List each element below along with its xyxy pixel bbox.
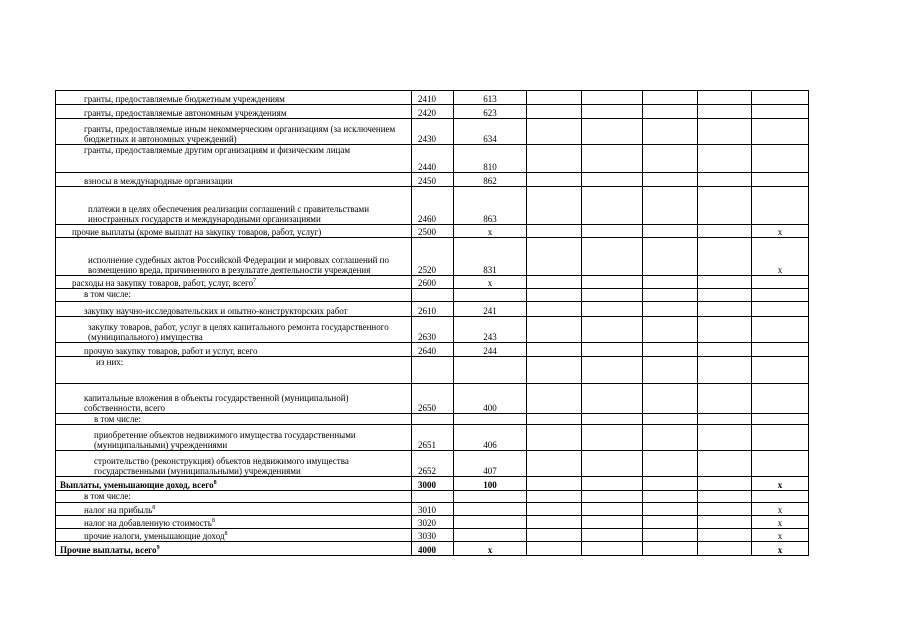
row-name xyxy=(58,322,409,342)
row-code-cell: 3020 xyxy=(412,516,454,529)
value-cell xyxy=(582,119,643,145)
value-cell xyxy=(582,491,643,503)
table-row xyxy=(56,225,809,238)
table-row xyxy=(56,477,809,491)
last-value-cell xyxy=(752,302,809,317)
last-value-cell xyxy=(752,317,809,343)
value-cell xyxy=(643,516,698,529)
value-cell xyxy=(582,145,643,173)
table-row xyxy=(56,529,809,542)
value-cell xyxy=(698,384,752,414)
row-name-text: расходы на закупку товаров, работ, услуг, всего xyxy=(72,278,254,288)
row-name-text: прочие выплаты (кроме выплат на закупку товаров, работ, услуг) xyxy=(72,227,322,237)
table-row xyxy=(56,414,809,425)
row-name-cell xyxy=(56,451,412,477)
row-kbk-cell: 863 xyxy=(454,187,527,225)
row-name-cell xyxy=(56,317,412,343)
value-cell xyxy=(643,477,698,491)
value-cell xyxy=(643,289,698,302)
row-name-text: приобретение объектов недвижимого имущества государственными (муниципальными) учреждениями xyxy=(94,430,356,450)
value-cell xyxy=(582,317,643,343)
value-cell xyxy=(582,542,643,556)
row-name xyxy=(58,306,409,316)
value-cell xyxy=(582,414,643,425)
table-row xyxy=(56,187,809,225)
last-value-cell xyxy=(752,343,809,357)
row-name xyxy=(58,456,409,476)
budget-expenditure-table xyxy=(55,90,809,556)
row-name xyxy=(58,227,409,237)
value-cell xyxy=(643,276,698,289)
row-name-cell xyxy=(56,289,412,302)
row-code-cell: 2460 xyxy=(412,187,454,225)
row-name-text: гранты, предоставляемые бюджетным учреждениям xyxy=(84,94,285,104)
value-cell xyxy=(698,276,752,289)
footnote-mark: 8 xyxy=(213,480,217,486)
row-kbk-cell xyxy=(454,289,527,302)
row-name xyxy=(58,414,409,424)
value-cell xyxy=(643,119,698,145)
row-name xyxy=(58,491,409,501)
last-value-cell xyxy=(752,187,809,225)
value-cell xyxy=(698,343,752,357)
value-cell xyxy=(643,414,698,425)
last-value-cell: x xyxy=(752,477,809,491)
value-cell xyxy=(582,384,643,414)
value-cell xyxy=(643,384,698,414)
value-cell xyxy=(698,451,752,477)
row-name-text: в том числе: xyxy=(84,491,131,501)
row-name-text: прочие налоги, уменьшающие доход xyxy=(84,531,225,541)
row-code-cell xyxy=(412,491,454,503)
last-value-cell: x xyxy=(752,529,809,542)
value-cell xyxy=(582,529,643,542)
value-cell xyxy=(527,289,582,302)
table-row xyxy=(56,173,809,187)
row-code-cell xyxy=(412,289,454,302)
value-cell xyxy=(582,302,643,317)
row-name-text: Выплаты, уменьшающие доход, всего xyxy=(60,480,214,490)
last-value-cell xyxy=(752,384,809,414)
value-cell xyxy=(698,302,752,317)
row-code-cell: 2640 xyxy=(412,343,454,357)
row-name-text: платежи в целях обеспечения реализации соглашений с правительствами иностранных государств и международными организациями xyxy=(88,204,370,224)
row-kbk-cell xyxy=(454,516,527,529)
row-name-cell xyxy=(56,225,412,238)
value-cell xyxy=(698,516,752,529)
value-cell xyxy=(643,357,698,384)
row-name xyxy=(58,176,409,186)
last-value-cell xyxy=(752,357,809,384)
value-cell xyxy=(698,357,752,384)
value-cell xyxy=(527,529,582,542)
value-cell xyxy=(698,187,752,225)
value-cell xyxy=(527,451,582,477)
table-row xyxy=(56,343,809,357)
row-name-text: в том числе: xyxy=(84,289,131,299)
value-cell xyxy=(643,302,698,317)
row-kbk-cell: 406 xyxy=(454,425,527,451)
value-cell xyxy=(698,542,752,556)
value-cell xyxy=(527,302,582,317)
value-cell xyxy=(643,187,698,225)
row-name-text: закупку научно-исследовательских и опытно-конструкторских работ xyxy=(84,306,348,316)
row-name xyxy=(58,480,409,490)
row-kbk-cell: x xyxy=(454,225,527,238)
value-cell xyxy=(527,238,582,276)
row-name xyxy=(58,518,409,528)
value-cell xyxy=(643,105,698,119)
value-cell xyxy=(698,225,752,238)
value-cell xyxy=(643,542,698,556)
value-cell xyxy=(643,238,698,276)
row-name-cell xyxy=(56,91,412,105)
row-name-cell xyxy=(56,145,412,173)
value-cell xyxy=(527,105,582,119)
footnote-mark: 7 xyxy=(253,278,257,284)
value-cell xyxy=(527,276,582,289)
row-code-cell: 2420 xyxy=(412,105,454,119)
value-cell xyxy=(582,477,643,491)
row-name-text: закупку товаров, работ, услуг в целях капитального ремонта государственного (муниципального) имущества xyxy=(88,322,389,342)
last-value-cell xyxy=(752,276,809,289)
value-cell xyxy=(527,516,582,529)
value-cell xyxy=(527,357,582,384)
row-kbk-cell: 831 xyxy=(454,238,527,276)
value-cell xyxy=(527,425,582,451)
row-code-cell xyxy=(412,357,454,384)
last-value-cell xyxy=(752,425,809,451)
value-cell xyxy=(582,503,643,516)
table-body xyxy=(56,91,809,556)
row-name-text: исполнение судебных актов Российской Федерации и мировых соглашений по возмещению вреда, причиненного в результате деятельности учреждения xyxy=(88,255,389,275)
value-cell xyxy=(582,238,643,276)
value-cell xyxy=(582,91,643,105)
row-name-cell xyxy=(56,357,412,384)
row-name xyxy=(58,430,409,450)
row-name-cell xyxy=(56,173,412,187)
row-name xyxy=(58,204,409,224)
row-name-cell xyxy=(56,503,412,516)
row-kbk-cell: 100 xyxy=(454,477,527,491)
row-code-cell: 3000 xyxy=(412,477,454,491)
row-kbk-cell: 613 xyxy=(454,91,527,105)
row-kbk-cell: 243 xyxy=(454,317,527,343)
value-cell xyxy=(582,516,643,529)
value-cell xyxy=(527,187,582,225)
row-kbk-cell: x xyxy=(454,276,527,289)
row-name-cell xyxy=(56,491,412,503)
value-cell xyxy=(582,425,643,451)
value-cell xyxy=(643,317,698,343)
value-cell xyxy=(698,529,752,542)
table-row xyxy=(56,451,809,477)
value-cell xyxy=(527,384,582,414)
value-cell xyxy=(643,425,698,451)
value-cell xyxy=(643,503,698,516)
table-row xyxy=(56,384,809,414)
last-value-cell xyxy=(752,289,809,302)
row-name-cell xyxy=(56,414,412,425)
value-cell xyxy=(643,529,698,542)
value-cell xyxy=(698,477,752,491)
value-cell xyxy=(527,414,582,425)
row-code-cell: 2650 xyxy=(412,384,454,414)
table-row xyxy=(56,276,809,289)
last-value-cell: x xyxy=(752,225,809,238)
row-name-text: гранты, предоставляемые другим организациям и физическим лицам xyxy=(84,145,351,155)
value-cell xyxy=(698,173,752,187)
row-name-cell xyxy=(56,105,412,119)
value-cell xyxy=(527,317,582,343)
row-name-text: Прочие выплаты, всего xyxy=(60,545,157,555)
value-cell xyxy=(698,238,752,276)
row-kbk-cell: 400 xyxy=(454,384,527,414)
value-cell xyxy=(582,451,643,477)
row-name xyxy=(58,545,409,555)
row-code-cell: 4000 xyxy=(412,542,454,556)
value-cell xyxy=(643,173,698,187)
row-name-cell xyxy=(56,119,412,145)
value-cell xyxy=(698,105,752,119)
row-code-cell: 2430 xyxy=(412,119,454,145)
last-value-cell xyxy=(752,491,809,503)
row-name xyxy=(58,505,409,515)
row-kbk-cell: 241 xyxy=(454,302,527,317)
last-value-cell xyxy=(752,105,809,119)
row-code-cell: 2440 xyxy=(412,145,454,173)
row-kbk-cell xyxy=(454,529,527,542)
last-value-cell xyxy=(752,119,809,145)
row-code-cell: 2651 xyxy=(412,425,454,451)
row-kbk-cell xyxy=(454,357,527,384)
row-name xyxy=(58,108,409,118)
row-name-cell xyxy=(56,384,412,414)
row-name-cell xyxy=(56,276,412,289)
row-name-text: гранты, предоставляемые автономным учреждениям xyxy=(84,108,287,118)
value-cell xyxy=(643,225,698,238)
row-kbk-cell xyxy=(454,503,527,516)
table-row xyxy=(56,105,809,119)
value-cell xyxy=(643,451,698,477)
row-kbk-cell: x xyxy=(454,542,527,556)
value-cell xyxy=(698,425,752,451)
value-cell xyxy=(698,289,752,302)
table-row xyxy=(56,357,809,384)
last-value-cell xyxy=(752,91,809,105)
last-value-cell xyxy=(752,173,809,187)
value-cell xyxy=(527,225,582,238)
last-value-cell: x xyxy=(752,542,809,556)
value-cell xyxy=(527,173,582,187)
row-code-cell: 2520 xyxy=(412,238,454,276)
value-cell xyxy=(527,542,582,556)
value-cell xyxy=(527,91,582,105)
table-row xyxy=(56,145,809,173)
value-cell xyxy=(643,343,698,357)
value-cell xyxy=(643,145,698,173)
row-kbk-cell: 634 xyxy=(454,119,527,145)
row-name xyxy=(58,357,409,367)
table-row xyxy=(56,425,809,451)
row-name-text: в том числе: xyxy=(94,414,141,424)
value-cell xyxy=(643,491,698,503)
row-name xyxy=(58,145,409,155)
value-cell xyxy=(698,503,752,516)
row-code-cell: 2500 xyxy=(412,225,454,238)
value-cell xyxy=(582,173,643,187)
last-value-cell xyxy=(752,145,809,173)
table-row xyxy=(56,289,809,302)
footnote-mark: 9 xyxy=(156,545,160,551)
row-name-cell xyxy=(56,529,412,542)
row-kbk-cell: 810 xyxy=(454,145,527,173)
value-cell xyxy=(527,343,582,357)
row-name-text: строительство (реконструкция) объектов недвижимого имущества государственными (муниципальными) учреждениями xyxy=(94,456,349,476)
row-name xyxy=(58,289,409,299)
value-cell xyxy=(698,91,752,105)
last-value-cell: x xyxy=(752,516,809,529)
table-row xyxy=(56,238,809,276)
row-code-cell xyxy=(412,414,454,425)
footnote-mark: 8 xyxy=(211,518,215,524)
row-name-cell xyxy=(56,238,412,276)
row-code-cell: 2410 xyxy=(412,91,454,105)
value-cell xyxy=(698,317,752,343)
value-cell xyxy=(582,187,643,225)
row-name-cell xyxy=(56,302,412,317)
row-name xyxy=(58,531,409,541)
last-value-cell: x xyxy=(752,503,809,516)
table-row xyxy=(56,302,809,317)
row-code-cell: 2600 xyxy=(412,276,454,289)
value-cell xyxy=(527,145,582,173)
value-cell xyxy=(527,503,582,516)
footnote-mark: 8 xyxy=(224,531,228,537)
row-name-cell xyxy=(56,542,412,556)
last-value-cell xyxy=(752,451,809,477)
table-row xyxy=(56,542,809,556)
row-name-cell xyxy=(56,187,412,225)
row-kbk-cell xyxy=(454,414,527,425)
footnote-mark: 8 xyxy=(152,505,156,511)
table-row xyxy=(56,491,809,503)
row-name xyxy=(58,124,409,144)
row-code-cell: 3030 xyxy=(412,529,454,542)
table-row xyxy=(56,317,809,343)
row-code-cell: 2630 xyxy=(412,317,454,343)
value-cell xyxy=(527,119,582,145)
row-name xyxy=(58,255,409,275)
row-name-text: капитальные вложения в объекты государственной (муниципальной) собственности, всего xyxy=(84,393,349,413)
value-cell xyxy=(582,225,643,238)
value-cell xyxy=(698,145,752,173)
row-code-cell: 2610 xyxy=(412,302,454,317)
value-cell xyxy=(582,276,643,289)
row-name-cell xyxy=(56,477,412,491)
row-name-text: гранты, предоставляемые иным некоммерческим организациям (за исключением бюджетных и автономных учреждений) xyxy=(84,124,396,144)
value-cell xyxy=(698,414,752,425)
row-name-cell xyxy=(56,516,412,529)
row-code-cell: 2652 xyxy=(412,451,454,477)
table-row xyxy=(56,91,809,105)
row-code-cell: 3010 xyxy=(412,503,454,516)
row-name-text: прочую закупку товаров, работ и услуг, всего xyxy=(84,346,258,356)
row-name-cell xyxy=(56,425,412,451)
value-cell xyxy=(698,119,752,145)
table-row xyxy=(56,503,809,516)
value-cell xyxy=(582,357,643,384)
row-name-text: из них: xyxy=(96,357,124,367)
row-name-cell xyxy=(56,343,412,357)
row-name-text: налог на прибыль xyxy=(84,505,153,515)
row-name xyxy=(58,94,409,104)
table-row xyxy=(56,119,809,145)
last-value-cell: x xyxy=(752,238,809,276)
value-cell xyxy=(527,491,582,503)
row-name-text: налог на добавленную стоимость xyxy=(84,518,212,528)
row-kbk-cell: 244 xyxy=(454,343,527,357)
row-code-cell: 2450 xyxy=(412,173,454,187)
row-name-text: взносы в международные организации xyxy=(84,176,233,186)
row-kbk-cell xyxy=(454,491,527,503)
last-value-cell xyxy=(752,414,809,425)
row-name xyxy=(58,393,409,413)
row-kbk-cell: 623 xyxy=(454,105,527,119)
row-kbk-cell: 407 xyxy=(454,451,527,477)
value-cell xyxy=(582,105,643,119)
value-cell xyxy=(698,491,752,503)
row-name xyxy=(58,278,409,288)
value-cell xyxy=(643,91,698,105)
value-cell xyxy=(582,343,643,357)
table-row xyxy=(56,516,809,529)
value-cell xyxy=(582,289,643,302)
row-name xyxy=(58,346,409,356)
row-kbk-cell: 862 xyxy=(454,173,527,187)
value-cell xyxy=(527,477,582,491)
